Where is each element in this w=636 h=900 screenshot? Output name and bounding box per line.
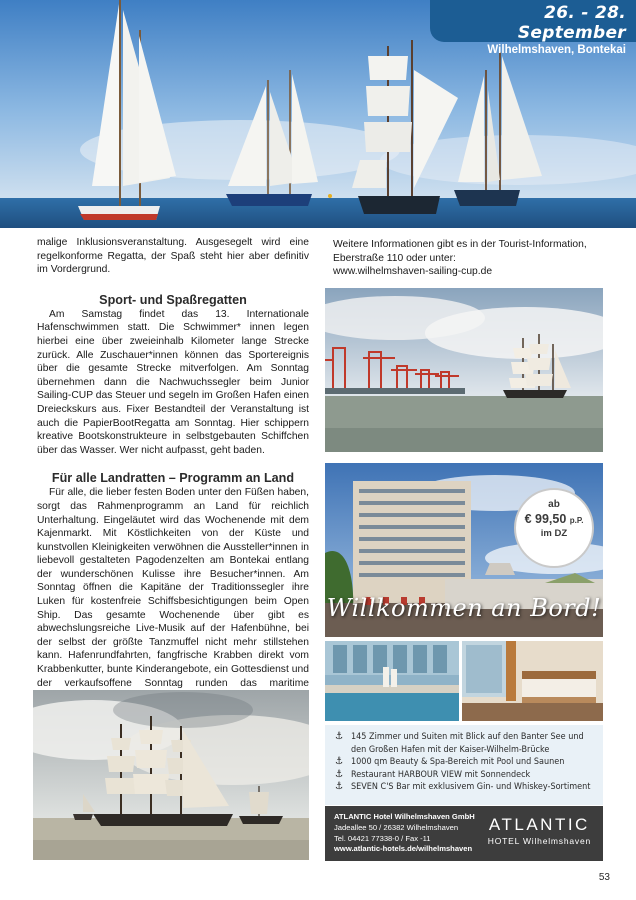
section-text-sport: Am Samstag findet das 13. Internationale Hafenschwimmen statt. Die Schwimmer* innen legen hierbei eine über zweieinhalb Kilometer lange Strecke zurück. Alle Zuschauer*innen können das Sportereignis über die gesamte Strecke mitverfolgen. Am Sonntag übernehmen dann die Nachwuchssegler beim Junior Sailing-CUP das Steuer und segeln im Großen Hafen einen Dreieckskurs aus. Fixer Bestandteil der Veranstaltung ist auch die PapierBootRegatta am Sonntag. Hier schippern kreative Bootskonstrukteure in selbstgebauten Schiffchen über das Wasser. Wer nicht aufpasst, geht baden. xyxy=(37,308,309,456)
ad-photo-spa xyxy=(325,641,459,721)
price-value: € 99,50 xyxy=(524,512,567,526)
ad-photo-hotel xyxy=(325,463,603,637)
brand-sub: HOTEL Wilhelmshaven xyxy=(487,836,591,846)
event-place: Wilhelmshaven, Bontekai xyxy=(487,44,626,56)
info-url[interactable]: www.wilhelmshaven-sailing-cup.de xyxy=(333,266,493,278)
ad-feature-item: ⚓ 1000 qm Beauty & Spa-Bereich mit Pool und Saunen xyxy=(335,756,565,768)
ad-feature-item: ⚓ SEVEN C'S Bar mit exklusivem Gin- und Whiskey-Sortiment xyxy=(335,781,591,793)
intro-paragraph: malige Inklusionsveranstaltung. Ausgesegelt wird eine regelkonforme Regatta, der Spaß steht hier aber definitiv im Vordergrund. xyxy=(37,237,309,276)
page-number: 53 xyxy=(598,872,610,883)
anchor-icon: ⚓ xyxy=(335,756,344,768)
section-text-land: Für alle, die lieber festen Boden unter den Füßen haben, sorgt das Rahmenprogramm an Land für reichlich Unterhaltung. Eingeläutet wird das Wochenende mit dem Kajenmarkt. Mit Köstlichkeiten von der Küste und kunstvollen Kleinigkeiten verwöhnen die Aussteller*innen in liebevoll gestalteten Pagodenzelten am Bontekai entlang der wunderschönen Kulisse ihre Besucher*innen. Am Sonntag öffnen die Kapitäne der Traditionssegler ihre Luken für kostenfreie Schiffsbesichtigungen beim Open Ship. Das gesamte Wochenende über gibt es abwechslungsreiche Live-Musik auf der Hafenbühne, bei der selbst der größte Tanzmuffel nicht mehr stillstehen kann. Hafenrundfahrten, fangfrische Krabben direkt vom Krabbenkutter, bunte Kinderangebote, ein Gottesdienst und der verkaufsoffene Sonntag runden das maritime xyxy=(37,487,309,689)
price-unit: p.P. xyxy=(569,516,584,525)
section-heading-land: Für alle Landratten – Programm an Land xyxy=(51,471,295,486)
ad-address: Jadeallee 50 / 26382 Wilhelmshaven xyxy=(334,822,459,832)
ad-slogan: Willkommen an Bord! xyxy=(326,594,602,622)
ad-company: ATLANTIC Hotel Wilhelmshaven GmbH xyxy=(334,812,475,821)
ad-footer xyxy=(325,806,603,861)
hotel-advertisement xyxy=(325,463,603,861)
left-column xyxy=(37,236,309,704)
price-badge xyxy=(514,488,594,568)
ad-feature-list xyxy=(325,725,603,805)
ad-photo-room xyxy=(462,641,603,721)
section-heading-sport: Sport- und Spaßregatten xyxy=(99,292,247,307)
price-prefix: ab xyxy=(548,499,560,510)
date-banner xyxy=(430,0,636,56)
anchor-icon: ⚓ xyxy=(335,768,344,780)
atlantic-logo xyxy=(488,815,591,846)
brand-name: ATLANTIC xyxy=(488,815,590,834)
anchor-icon: ⚓ xyxy=(335,781,344,793)
event-date: 26. - 28. September xyxy=(517,3,626,43)
info-line-2: Eberstraße 110 oder unter: xyxy=(333,252,456,264)
photo-tall-ships xyxy=(33,690,309,860)
info-line-1: Weitere Informationen gibt es in der Tourist-Information, xyxy=(333,239,587,250)
ad-web[interactable]: www.atlantic-hotels.de/wilhelmshaven xyxy=(334,844,473,854)
anchor-icon: ⚓ xyxy=(335,731,344,742)
price-suffix: im DZ xyxy=(540,528,568,539)
ad-feature-item: ⚓ 145 Zimmer und Suiten mit Blick auf den Banter See und den Großen Hafen mit der Kaiser-Wilhelm-Brücke xyxy=(335,731,584,755)
info-block xyxy=(333,238,613,279)
ad-phone: Tel. 04421 77338-0 / Fax -11 xyxy=(334,833,431,843)
ad-feature-item: ⚓ Restaurant HARBOUR VIEW mit Sonnendeck xyxy=(335,768,531,780)
ad-address-block xyxy=(334,812,475,855)
photo-harbour-cranes xyxy=(325,288,603,452)
